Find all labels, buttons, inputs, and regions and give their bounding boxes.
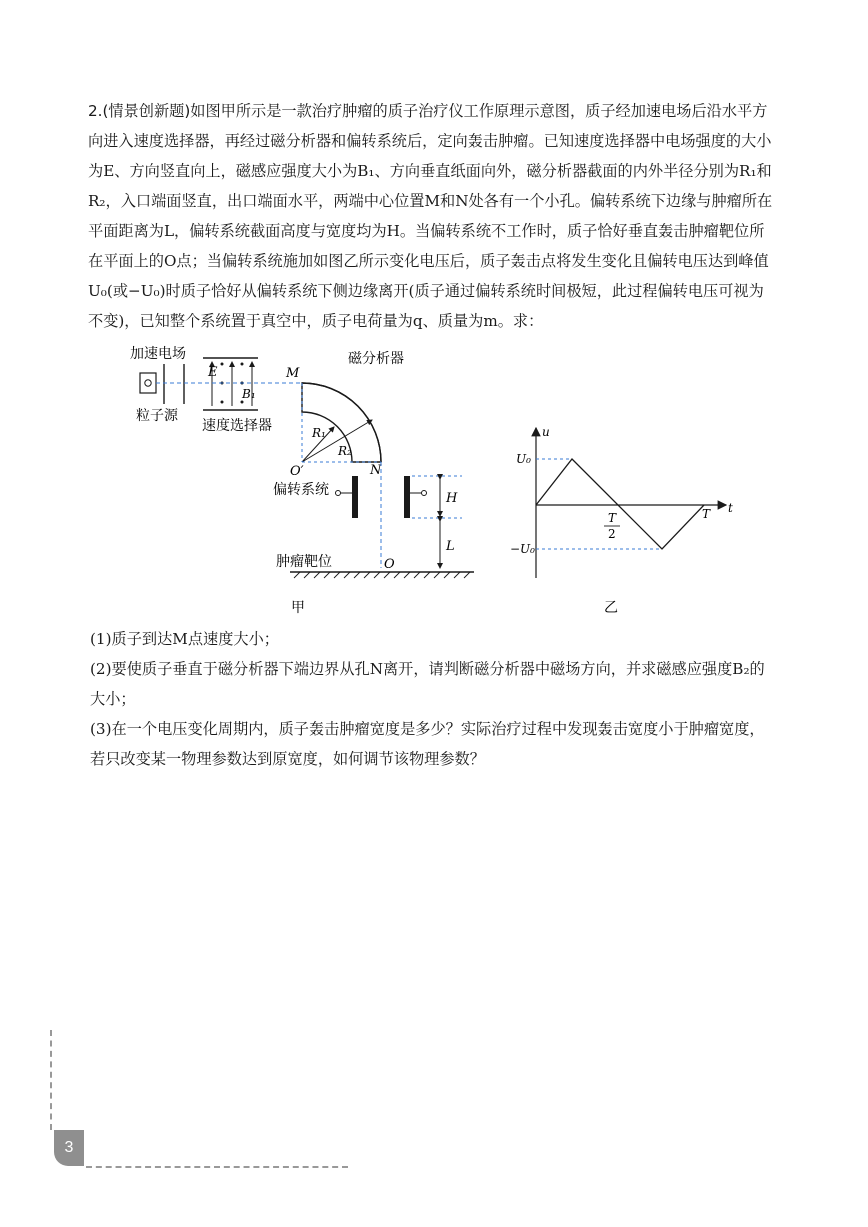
label-R2: R₂ <box>338 444 352 458</box>
stem-line-6: 在平面上的O点；当偏转系统施加如图乙所示变化电压后，质子轰击点将发生变化且偏转电压达到峰值 <box>88 252 769 270</box>
label-T-half-num: T <box>608 511 617 525</box>
sub-question-3: (3)在一个电压变化周期内，质子轰击肿瘤宽度是多少？实际治疗过程中发现轰击宽度小于肿瘤宽度， <box>90 720 765 738</box>
sub-question-3-cont: 若只改变某一物理参数达到原宽度，如何调节该物理参数？ <box>90 750 485 768</box>
margin-dash-vertical <box>50 1030 52 1130</box>
label-O-prime: O′ <box>290 464 304 479</box>
label-H: H <box>446 491 458 506</box>
stem-line-3: 为E、方向竖直向上，磁感应强度大小为B₁、方向垂直纸面向外，磁分析器截面的内外半径分别为R₁和 <box>88 162 772 180</box>
label-deflector: 偏转系统 <box>273 482 329 498</box>
stem-line-1: 2.(情景创新题)如图甲所示是一款治疗肿瘤的质子治疗仪工作原理示意图，质子经加速电场后沿水平方 <box>88 102 768 120</box>
caption-yi: 乙 <box>604 600 618 616</box>
figure-yi <box>510 425 733 616</box>
sub-questions <box>90 624 810 774</box>
stem-line-8: 不变)，已知整个系统置于真空中，质子电荷量为q、质量为m。求： <box>88 312 544 330</box>
page-number: 3 <box>54 1130 84 1166</box>
label-U0: U₀ <box>516 452 531 466</box>
source-hole <box>145 380 151 386</box>
label-L: L <box>446 539 455 554</box>
sub-question-2-cont: 大小； <box>90 690 136 708</box>
sub-question-1: (1)质子到达M点速度大小； <box>90 630 279 648</box>
question-number: 2. <box>88 102 103 120</box>
figure-jia <box>130 345 474 616</box>
stem-line-7: U₀(或−U₀)时质子恰好从偏转系统下侧边缘离开(质子通过偏转系统时间极短，此过程偏转电压可视为 <box>88 282 764 300</box>
label-N: N <box>370 463 382 478</box>
label-E: E <box>208 365 218 380</box>
source-box <box>140 373 156 393</box>
stem-line-2: 向进入速度选择器，再经过磁分析器和偏转系统后，定向轰击肿瘤。已知速度选择器中电场强度的大小 <box>88 132 772 150</box>
margin-dash-horizontal <box>86 1166 348 1168</box>
label-M: M <box>286 366 300 381</box>
stem-line-4: R₂，入口端面竖直，出口端面水平，两端中心位置M和N处各有一个小孔。偏转系统下边缘与肿瘤所在 <box>88 192 773 210</box>
label-O: O <box>384 557 395 572</box>
label-target: 肿瘤靶位 <box>276 554 332 570</box>
target-hatch <box>294 572 470 578</box>
deflector-plate-right <box>404 476 410 518</box>
question-tag: (情景创新题) <box>102 102 191 120</box>
label-t: t <box>728 501 733 515</box>
stem-line-5: 平面距离为L，偏转系统截面高度与宽度均为H。当偏转系统不工作时，质子恰好垂直轰击肿瘤靶位所 <box>88 222 765 240</box>
caption-jia: 甲 <box>291 600 305 616</box>
voltage-waveform <box>536 459 704 549</box>
label-selector: 速度选择器 <box>202 418 272 434</box>
label-T: T <box>702 507 711 521</box>
sub-question-2: (2)要使质子垂直于磁分析器下端边界从孔N离开，请判断磁分析器中磁场方向，并求磁感应强度B₂的 <box>90 660 765 678</box>
label-neg-U0: −U₀ <box>510 542 535 556</box>
label-B1: B₁ <box>242 387 256 401</box>
label-accel-field: 加速电场 <box>130 346 186 362</box>
deflector-plate-left <box>352 476 358 518</box>
label-T-half-den: 2 <box>608 527 616 541</box>
label-source: 粒子源 <box>136 408 178 424</box>
label-R1: R₁ <box>312 426 326 440</box>
label-u: u <box>542 425 550 439</box>
label-analyzer: 磁分析器 <box>348 351 404 367</box>
